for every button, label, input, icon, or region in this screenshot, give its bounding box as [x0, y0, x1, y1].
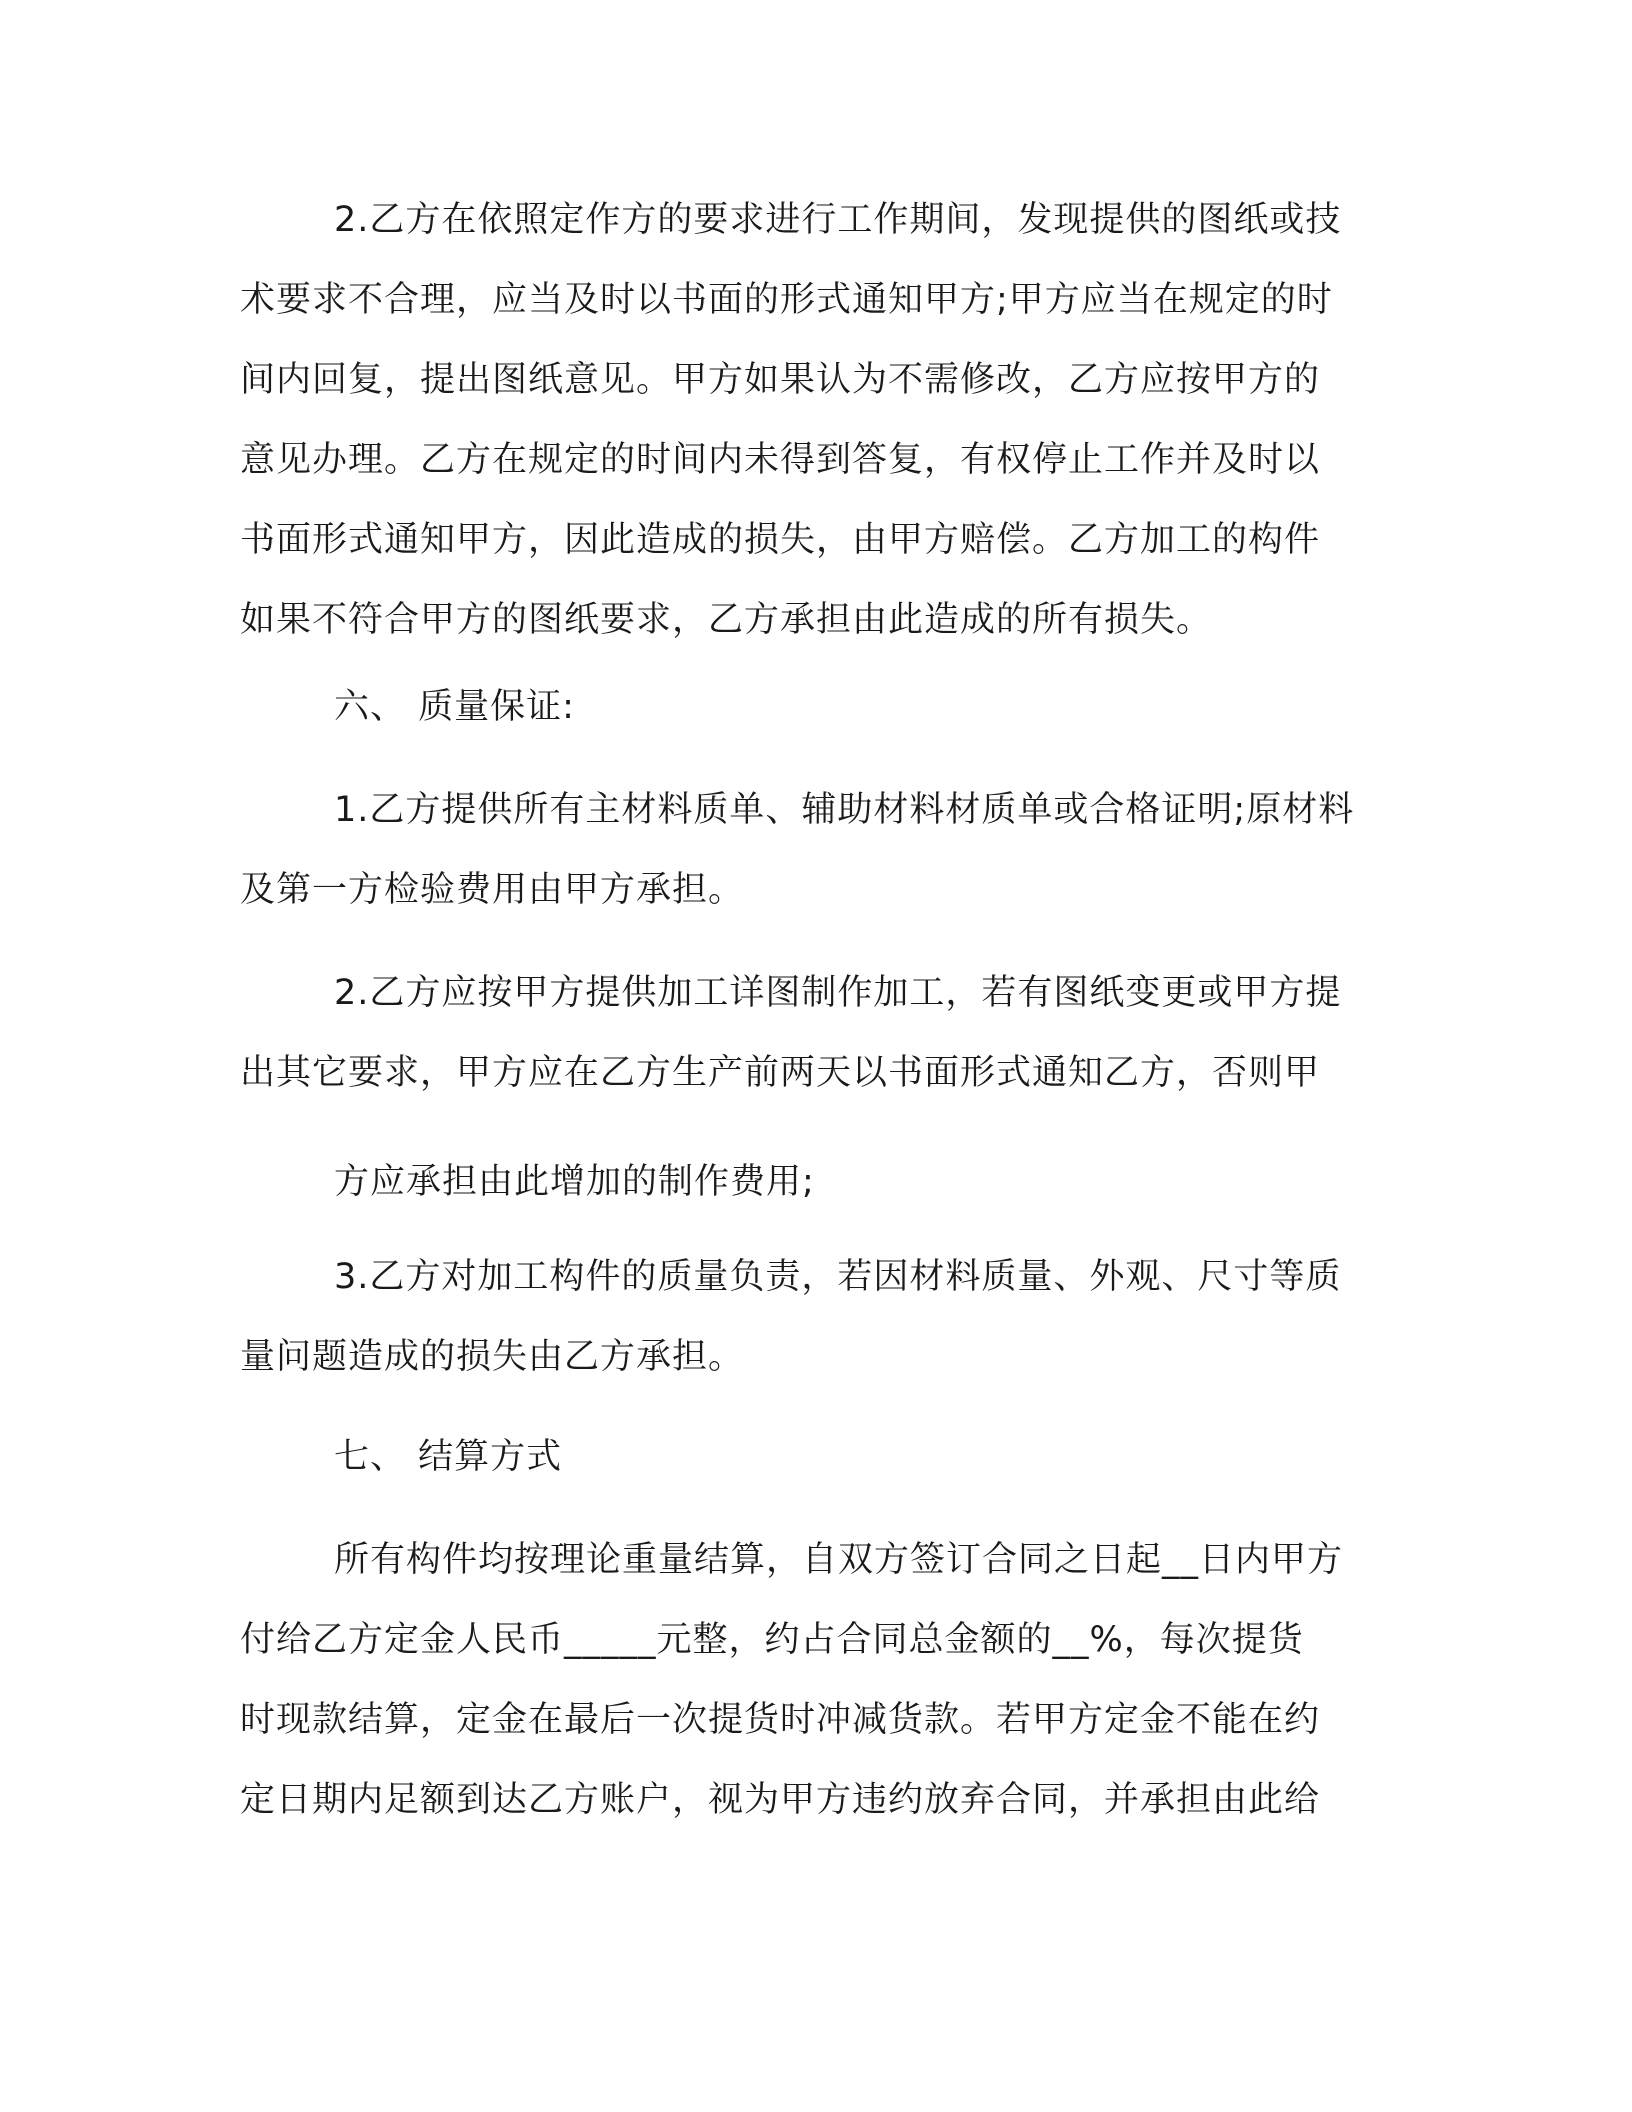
text-line: 量问题造成的损失由乙方承担。 [240, 1337, 745, 1377]
heading-text: 六、 质量保证: [334, 687, 575, 727]
clause-5-2-paragraph [240, 180, 1400, 660]
text-line: 间内回复，提出图纸意见。甲方如果认为不需修改，乙方应按甲方的 [240, 360, 1321, 400]
text-line: 出其它要求，甲方应在乙方生产前两天以书面形式通知乙方，否则甲 [240, 1053, 1321, 1093]
section-7-paragraph [240, 1520, 1400, 1840]
text-line: 及第一方检验费用由甲方承担。 [240, 870, 745, 910]
text-line: 时现款结算，定金在最后一次提货时冲减货款。若甲方定金不能在约 [240, 1700, 1321, 1740]
section-6-heading [240, 667, 1400, 747]
text-line: 术要求不合理，应当及时以书面的形式通知甲方;甲方应当在规定的时 [240, 280, 1333, 320]
text-line: 定日期内足额到达乙方账户，视为甲方违约放弃合同，并承担由此给 [240, 1780, 1321, 1820]
text-line: 2.乙方在依照定作方的要求进行工作期间，发现提供的图纸或技 [334, 200, 1342, 240]
text-line: 2.乙方应按甲方提供加工详图制作加工，若有图纸变更或甲方提 [334, 973, 1342, 1013]
text-line: 如果不符合甲方的图纸要求，乙方承担由此造成的所有损失。 [240, 600, 1213, 640]
clause-6-2-continuation [240, 1142, 1400, 1222]
text-line: 意见办理。乙方在规定的时间内未得到答复，有权停止工作并及时以 [240, 440, 1321, 480]
clause-6-2-paragraph [240, 953, 1400, 1113]
heading-text: 七、 结算方式 [334, 1437, 563, 1477]
text-line: 3.乙方对加工构件的质量负责，若因材料质量、外观、尺寸等质 [334, 1257, 1342, 1297]
text-line: 付给乙方定金人民币_____元整，约占合同总金额的__%，每次提货 [240, 1620, 1304, 1660]
text-line: 书面形式通知甲方，因此造成的损失，由甲方赔偿。乙方加工的构件 [240, 520, 1321, 560]
text-line: 1.乙方提供所有主材料质单、辅助材料材质单或合格证明;原材料 [334, 790, 1355, 830]
clause-6-1-paragraph [240, 770, 1400, 930]
clause-6-3-paragraph [240, 1237, 1400, 1397]
text-line: 所有构件均按理论重量结算，自双方签订合同之日起__日内甲方 [334, 1540, 1344, 1580]
text-line: 方应承担由此增加的制作费用; [334, 1162, 815, 1202]
section-7-heading [240, 1417, 1400, 1497]
